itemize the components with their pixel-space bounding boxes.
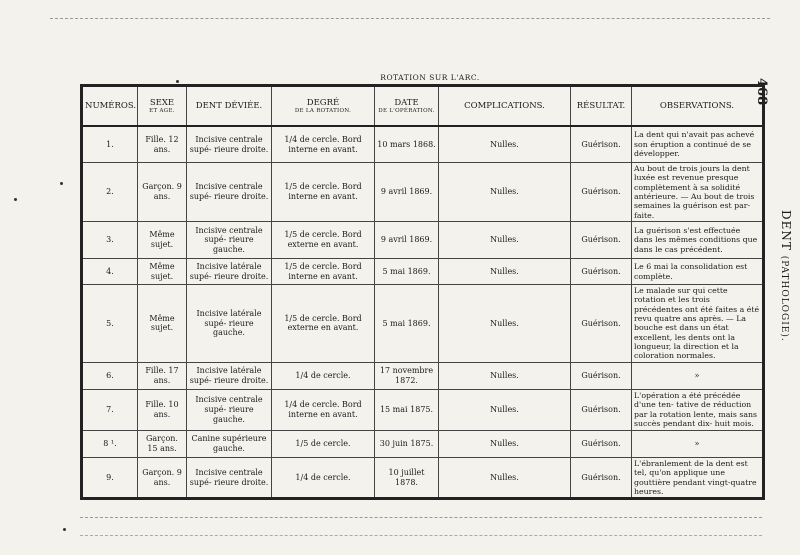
cell-numero: 6. xyxy=(82,362,138,389)
header-date-label: DATE xyxy=(394,97,419,108)
cell-dent: Incisive latérale supé- rieure droite. xyxy=(187,259,272,285)
header-sexe-sub: ET AGE. xyxy=(149,107,175,114)
cell-dent: Incisive centrale supé- rieure gauche. xyxy=(187,389,272,430)
table-row xyxy=(82,430,764,457)
cell-observations: Le malade sur qui cette rotation et les trois précédentes ont été faites a été revu quatre ans après. — La bouche est dans un état excellent, les dents ont la longueur, la direction et la coloration normales. xyxy=(632,285,764,363)
cell-observations: La guérison s'est effectuée dans les mêmes conditions que dans le cas précédent. xyxy=(632,222,764,259)
cell-dent: Canine supérieure gauche. xyxy=(187,430,272,457)
running-head xyxy=(779,210,793,342)
header-complications: COMPLICATIONS. xyxy=(439,86,571,127)
cell-numero: 5. xyxy=(82,285,138,363)
cell-date: 9 avril 1869. xyxy=(375,163,439,222)
cell-degre: 1/4 de cercle. xyxy=(272,362,375,389)
cell-sexe: Fille. 17 ans. xyxy=(138,362,187,389)
cell-observations: L'ébranlement de la dent est tel, qu'on applique une gouttière pendant vingt-quatre heures. xyxy=(632,457,764,498)
cell-numero: 4. xyxy=(82,259,138,285)
header-sexe xyxy=(138,86,187,127)
cell-dent: Incisive centrale supé- rieure gauche. xyxy=(187,222,272,259)
cell-sexe: Garçon. 15 ans. xyxy=(138,430,187,457)
cell-dent: Incisive centrale supé- rieure droite. xyxy=(187,163,272,222)
cell-resultat: Guérison. xyxy=(571,362,632,389)
cell-degre: 1/5 de cercle. Bord externe en avant. xyxy=(272,285,375,363)
cell-resultat: Guérison. xyxy=(571,259,632,285)
speck-mark xyxy=(60,182,63,185)
page-number: 468 xyxy=(754,78,769,106)
cell-resultat: Guérison. xyxy=(571,389,632,430)
cell-complications: Nulles. xyxy=(439,285,571,363)
speck-mark xyxy=(176,80,179,83)
running-head-sub: (PATHOLOGIE). xyxy=(779,255,789,342)
cell-sexe: Fille. 12 ans. xyxy=(138,126,187,163)
cell-date: 30 juin 1875. xyxy=(375,430,439,457)
header-resultat: RÉSULTAT. xyxy=(571,86,632,127)
top-rule xyxy=(50,18,770,19)
cell-date: 17 novembre 1872. xyxy=(375,362,439,389)
cell-degre: 1/4 de cercle. xyxy=(272,457,375,498)
cell-degre: 1/5 de cercle. Bord interne en avant. xyxy=(272,163,375,222)
rotation-table xyxy=(80,84,765,500)
cell-numero: 2. xyxy=(82,163,138,222)
cell-complications: Nulles. xyxy=(439,430,571,457)
cell-complications: Nulles. xyxy=(439,362,571,389)
cell-complications: Nulles. xyxy=(439,259,571,285)
cell-observations: Au bout de trois jours la dent luxée est revenue presque complètement à sa solidité antérieure. — Au bout de trois semaines la guérison est par- faite. xyxy=(632,163,764,222)
table-row xyxy=(82,389,764,430)
header-sexe-label: SEXE xyxy=(149,97,175,108)
cell-complications: Nulles. xyxy=(439,163,571,222)
cell-sexe: Garçon. 9 ans. xyxy=(138,457,187,498)
cell-resultat: Guérison. xyxy=(571,285,632,363)
table-header-row xyxy=(82,86,764,127)
cell-date: 5 mai 1869. xyxy=(375,259,439,285)
cell-complications: Nulles. xyxy=(439,389,571,430)
cell-dent: Incisive latérale supé- rieure gauche. xyxy=(187,285,272,363)
cell-date: 15 mai 1875. xyxy=(375,389,439,430)
header-observations: OBSERVATIONS. xyxy=(632,86,764,127)
header-date-sub: DE L'OPÉRATION. xyxy=(378,107,435,114)
header-date xyxy=(375,86,439,127)
cell-observations: La dent qui n'avait pas achevé son éruption a continué de se développer. xyxy=(632,126,764,163)
speck-mark xyxy=(14,198,17,201)
cell-observations: » xyxy=(632,362,764,389)
header-dent: DENT DÉVIÉE. xyxy=(187,86,272,127)
cell-sexe: Même sujet. xyxy=(138,222,187,259)
cell-resultat: Guérison. xyxy=(571,430,632,457)
cell-complications: Nulles. xyxy=(439,457,571,498)
table-row xyxy=(82,126,764,163)
cell-observations: » xyxy=(632,430,764,457)
speck-mark xyxy=(63,528,66,531)
cell-date: 10 juillet 1878. xyxy=(375,457,439,498)
cell-numero: 1. xyxy=(82,126,138,163)
table-row xyxy=(82,457,764,498)
cell-numero: 8 ¹. xyxy=(82,430,138,457)
cell-sexe: Même sujet. xyxy=(138,285,187,363)
cell-date: 9 avril 1869. xyxy=(375,222,439,259)
cell-degre: 1/4 de cercle. Bord interne en avant. xyxy=(272,126,375,163)
cell-sexe: Fille. 10 ans. xyxy=(138,389,187,430)
table-row xyxy=(82,285,764,363)
cell-degre: 1/5 de cercle. xyxy=(272,430,375,457)
running-head-main: DENT xyxy=(779,210,793,251)
cell-sexe: Garçon. 9 ans. xyxy=(138,163,187,222)
cell-date: 5 mai 1869. xyxy=(375,285,439,363)
cell-observations: Le 6 mai la consolidation est complète. xyxy=(632,259,764,285)
table-row xyxy=(82,259,764,285)
table-row xyxy=(82,362,764,389)
table-row xyxy=(82,163,764,222)
cell-numero: 3. xyxy=(82,222,138,259)
cell-sexe: Même sujet. xyxy=(138,259,187,285)
cell-degre: 1/4 de cercle. Bord interne en avant. xyxy=(272,389,375,430)
cell-numero: 7. xyxy=(82,389,138,430)
cell-complications: Nulles. xyxy=(439,222,571,259)
table-caption: ROTATION SUR L'ARC. xyxy=(380,73,480,82)
cell-complications: Nulles. xyxy=(439,126,571,163)
cell-resultat: Guérison. xyxy=(571,457,632,498)
cell-dent: Incisive latérale supé- rieure droite. xyxy=(187,362,272,389)
cell-observations: L'opération a été précédée d'une ten- tative de réduction par la rotation lente, mais sans succès pendant dix- huit mois. xyxy=(632,389,764,430)
cell-resultat: Guérison. xyxy=(571,222,632,259)
cell-degre: 1/5 de cercle. Bord externe en avant. xyxy=(272,222,375,259)
header-degre-sub: DE LA ROTATION. xyxy=(294,107,352,114)
cell-numero: 9. xyxy=(82,457,138,498)
bottom-rule-lower xyxy=(80,535,762,536)
cell-resultat: Guérison. xyxy=(571,126,632,163)
cell-resultat: Guérison. xyxy=(571,163,632,222)
cell-dent: Incisive centrale supé- rieure droite. xyxy=(187,126,272,163)
cell-date: 10 mars 1868. xyxy=(375,126,439,163)
header-degre xyxy=(272,86,375,127)
table-row xyxy=(82,222,764,259)
bottom-rule xyxy=(80,517,762,518)
cell-degre: 1/5 de cercle. Bord interne en avant. xyxy=(272,259,375,285)
header-degre-label: DEGRÉ xyxy=(306,97,340,108)
header-numeros: NUMÉROS. xyxy=(82,86,138,127)
cell-dent: Incisive centrale supé- rieure droite. xyxy=(187,457,272,498)
